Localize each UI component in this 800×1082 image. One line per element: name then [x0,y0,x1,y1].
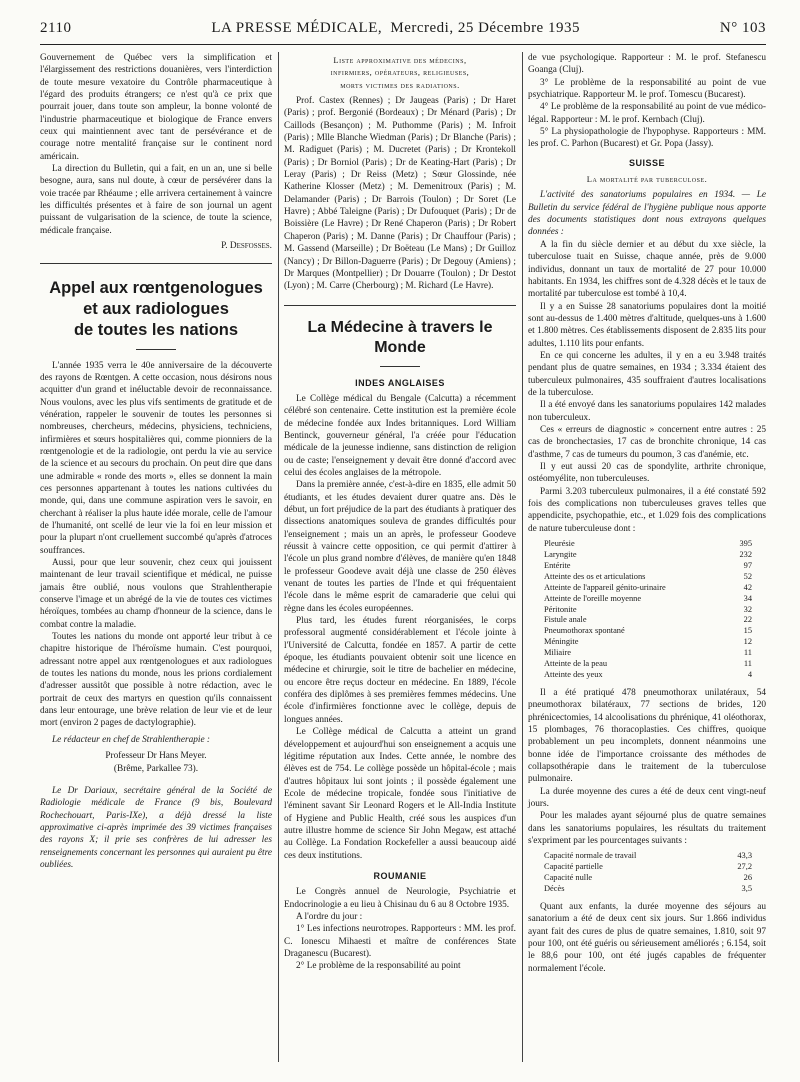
issue-date: Mercredi, 25 Décembre 1935 [390,20,580,36]
table-row [528,605,766,616]
paragraph: 5° La physiopathologie de l'hypophyse. Rapporteurs : MM. les prof. C. Parhon (Bucarest) et Gr. Popa (Jassy). [528,127,766,150]
row-label: Atteinte de la peau [544,659,608,669]
paragraph: La durée moyenne des cures a été de deux cent vingt-neuf jours. [528,786,766,809]
paragraph: La direction du Bulletin, qui a fait, en un an, une si belle besogne, aura, sans nul doute, à cœur de persévérer dans la voie tracée par Rhéaume ; elle arrivera certainement à vaincre les difficultés présentes et à faire de son journal un agent puissant de vulgarisation de la science, de toute la science, médicale française. [40,164,272,236]
table-row [528,561,766,572]
row-label: Méningite [544,637,579,647]
row-label: Pleurésie [544,539,575,549]
paragraph: Le Collège médical du Bengale (Calcutta) a récemment célébré son centenaire. Cette institution est la première école de médecine fondée aux Indes britanniques. Lord William Bentinck, gouverneur général, l'a créée pour l'éducation médicale de la jeunesse indienne, sans distinction de religion ou de caste; l'enseignement y devait être donné d'accord avec celui des écoles anglaises de la métropole. [284,393,516,478]
paragraph: Il a été envoyé dans les sanatoriums populaires 142 malades non tuberculeux. [528,400,766,423]
list-title-line: Liste approximative des médecins, [333,55,467,65]
editor-name: Professeur Dr Hans Meyer. [105,751,207,762]
table-row [528,884,766,895]
row-value: 232 [739,549,752,559]
paragraph: Gouvernement de Québec vers la simplification et l'élargissement des restrictions douanières, vers l'interdiction de toute mesure vexatoire du Contrôle pharmaceutique à l'égard des produits étrangers; ce n'est qu'à ce prix que pourrait jouer, dans toute son ampleur, la bonne volonté de l'industrie pharmaceutique et biologique de France envers ceux qui maintiennent avec tant de persévérance et de courage notre mentalité française sur le continent nord américain. [40,53,272,162]
complications-table [528,539,766,681]
table-row [528,648,766,659]
paragraph: Quant aux enfants, la durée moyenne des séjours au sanatorium a été de deux cent six jours. Sur 1.866 individus ayant fait des cures de plus de quatre semaines, 1.810, soit 97 pour 100, ont été guéris ou sérieusement améliorés ; 6.154, soit le 88,6 pour 100, ont été jugés capables de fréquenter normalement l'école. [528,901,766,974]
row-label: Miliaire [544,648,571,658]
table-row [528,539,766,550]
paragraph: A la fin du siècle dernier et au début du xxe siècle, la tuberculose tuait en Suisse, chaque année, près de 9.000 individus, donnant un taux de mortalité de 27 pour 10.000 habitants. En 1934, les chiffres sont de 4.328 décès et le taux de mortalité par tuberculose est tombé à 10,4. [528,239,766,300]
table-row [528,659,766,670]
row-label: Laryngite [544,549,577,559]
row-value: 26 [743,873,752,883]
row-value: 11 [743,648,752,658]
title-rule [380,366,420,367]
paragraph: En ce qui concerne les adultes, il y en a eu 3.948 traités pendant plus de quatre semaines, en 1934 ; 3.334 étaient des tuberculeux pulmonaires, 435 souffraient d'autres localisations de la tuberculose. [528,350,766,398]
paragraph: Il y eut aussi 20 cas de spondylite, arthrite chronique, ostéomyélite, non tuberculeuses. [528,462,766,485]
table-row [528,670,766,681]
issue-number: N° 103 [719,20,766,36]
list-title-line: infirmiers, opérateurs, religieuses, [330,67,470,78]
row-value: 4 [747,669,752,679]
column-divider [278,52,279,1062]
row-label: Décès [544,884,565,894]
paragraph: de vue psychologique. Rapporteur : M. le prof. Stefanescu Goanga (Cluj). [528,53,766,76]
paragraph: Il a été pratiqué 478 pneumothorax unilatéraux, 54 pneumothorax bilatéraux, 77 sections de brides, 120 phrénicectomies, 14 alcoolisations du phrénique, 41 oléothorax, 15 plombages, 76 thoracoplasties. Ces chiffres, quoique probablement un peu incomplets, donnent néanmoins une bonne idée de l'importance croissante des méthodes de collapsothérapie dans le traitement de la tuberculose pulmonaire. [528,687,766,785]
paragraph: 1° Les infections neurotropes. Rapporteurs : MM. les prof. C. Ionescu Mihaesti et maître de conférences State Draganescu (Bucarest). [284,924,516,959]
column-right [528,52,766,975]
section-rule [284,305,516,306]
row-label: Capacité nulle [544,873,593,883]
column-middle [284,52,516,973]
row-label: Péritonite [544,604,577,614]
section-title: La Médecine à travers le Monde [307,318,493,356]
table-row [528,615,766,626]
paragraph: 2° Le problème de la responsabilité au point [296,961,461,972]
paragraph: Toutes les nations du monde ont apporté leur tribut à ce chapitre historique de l'héroïsme humain. C'est pourquoi, adressant notre appel aux rœntgenologues et aux radiologues de toutes les nations du monde, nous les prions cordialement d'adresser aussitôt que possible à notre rédaction, avec le portrait de ceux des martyrs en question qu'ils connaissent dans leur entourage, une brève relation de leur vie et de leur mort (environ 2 pages de dactylographie). [40,632,272,729]
table-row [528,594,766,605]
journal-masthead [209,20,582,37]
row-value: 97 [743,560,752,570]
paragraph: Aussi, pour que leur souvenir, chez ceux qui jouissent maintenant de leur travail scientifique et médical, ne puisse jamais être oublié, nous voulons que Strahlentherapie conserve l'image et un abrégé de la vie de toutes ces victimes héroïques, tombées au champ d'honneur de la science, dans le combat contre la maladie. [40,558,272,630]
capacity-table [528,851,766,895]
subsection-title: La mortalité par tuberculose. [586,174,708,185]
table-row [528,851,766,862]
row-label: Pneumothorax spontané [544,626,625,636]
row-value: 27,2 [737,862,752,872]
row-value: 43,3 [737,851,752,861]
paragraph: Dans la première année, c'est-à-dire en 1835, elle admit 50 étudiants, et les études devaient durer quatre ans. Dès le début, un fort préjudice de la part des étudiants à pratiquer des dissections anatomiques souleva de grandes difficultés pour l'enseignement ; mais un an après, le professeur Goodeve réussit à vaincre cette opposition, ce qui permit d'attirer à l'école un plus grand nombre d'élèves, de manière qu'en 1848 le professeur Goodeve avait déjà une classe de 250 élèves venant de toutes les parties de l'Inde et qui fréquentaient l'école dans le même esprit de camaraderie que celui qui règne dans les écoles européennes. [284,480,516,614]
paragraph: Plus tard, les études furent réorganisées, le corps professoral augmenté considérablement et l'école jointe à l'Université de Calcutta, fondée en 1857. A partir de cette époque, les étudiants pouvaient obtenir soit une licence en médecine et chirurgie, soit le titre de bachelier en médecine, ou encore être reçus docteur en médecine. En 1889, l'école conféra des diplômes à ses premières femmes médecins. Une école d'infirmières fonctionne avec le collège, depuis de longues années. [284,616,516,725]
paragraph: Ces « erreurs de diagnostic » concernent entre autres : 25 cas de bronchectasies, 17 cas de bronchite chronique, 14 cas d'asthme, 7 cas de tumeurs du poumon, 3 cas d'anémie, etc. [528,424,766,460]
paragraph: L'année 1935 verra le 40e anniversaire de la découverte des rayons de Rœntgen. A cette occasion, nous désirons nous acquitter d'un grand et inéluctable devoir de reconnaissance. Nous voulons, avec les plus vifs sentiments de gratitude et de vénération, rappeler le souvenir de toutes les personnes si nombreuses, chercheurs, médecins, physiciens, techniciens, infirmières et sœurs hospitalières qui, comme pionniers de la rœntgenologie et de la radiologie, ont perdu la vie au service de la science et au secours du prochain. On peut dire que dans une admirable « ronde des morts », elles se donnent la main ces personnes appartenant à toutes les nations cultivées du monde, qui, dans une commune aspiration vers le savoir, en cherchant à réaliser la plus haute idée morale, celle de l'amour de l'humanité, ont scellé de leur vie la foi en leur mission et pour la plupart n'ont cruellement succombé qu'après d'atroces souffrances. [40,360,272,556]
paragraph: Il y a en Suisse 28 sanatoriums populaires dont la moitié sont au-dessus de 1.400 mètres d'altitude, quelques-uns à 1.600 et 1.800 mètres. Ces établissements disposent de 2.835 lits pour adultes, 1.110 lits pour enfants. [528,301,766,349]
row-value: 22 [743,615,752,625]
row-value: 34 [743,593,752,603]
paragraph: L'activité des sanatoriums populaires en 1934. — Le Bulletin du service fédéral de l'hygiène publique nous apporte des documents statistiques dont nous extrayons quelques données : [528,190,766,238]
row-value: 11 [743,659,752,669]
list-title-line: morts victimes des radiations. [340,79,460,90]
paragraph: Le Congrès annuel de Neurologie, Psychiatrie et Endocrinologie a eu lieu à Chisinau du 6 au 8 Octobre 1935. [284,887,516,910]
row-label: Atteinte des yeux [544,669,603,679]
page-header [40,20,766,42]
dariaux-note: Le Dr Dariaux, secrétaire général de la Société de Radiologie médicale de France (9 bis, Boulevard Rochechouart, Paris-IXe), a déjà dressé la liste approximative ci-après imprimée des 39 victimes françaises des rayons X; il prie ses confrères de lui adresser les renseignements concernant les personnes qui auraient pu être oubliées. [40,785,272,870]
column-left [40,52,272,871]
article-title [40,278,272,341]
title-line: Appel aux rœntgenologues [49,278,263,297]
country-header: ROUMANIE [373,870,427,881]
row-label: Fistule anale [544,615,587,625]
table-row [528,637,766,648]
row-value: 395 [739,539,752,549]
country-header: SUISSE [628,157,665,168]
table-row [528,862,766,873]
row-label: Atteinte des os et articulations [544,571,646,581]
paragraph: Parmi 3.203 tuberculeux pulmonaires, il a été constaté 592 fois des complications non tuberculeuses graves telles que appendicite, psychopathie, etc., et 1.029 fois des complications de nature tuberculeuse dont : [528,486,766,534]
section-rule [40,263,272,264]
editor-line: Le rédacteur en chef de Strahlentherapie : [52,734,211,745]
table-row [528,572,766,583]
row-value: 3,5 [741,884,752,894]
header-rule [40,44,766,45]
journal-title: LA PRESSE MÉDICALE, [211,20,383,36]
editor-address: (Brême, Parkallee 73). [113,763,199,774]
list-title [284,54,516,91]
page-number: 2110 [40,20,72,36]
table-row [528,550,766,561]
row-value: 52 [743,571,752,581]
row-value: 15 [743,626,752,636]
victims-list: Prof. Castex (Rennes) ; Dr Jaugeas (Paris) ; Dr Haret (Paris) ; prof. Bergonié (Bordeaux) ; Dr Ménard (Paris) ; Dr Caillods (Besançon) ; M. Puthomme (Paris) ; M. Infroit (Paris) ; Mlle Blanche Wiedman (Paris) ; Dr Blanche (Paris) ; M. Radiguet (Paris) ; M. Ducretet (Paris) ; Dr Krontekoll (Paris) ; Dr Borniol (Paris) ; Dr de Keating-Hart (Paris) ; Dr Leray (Paris) ; Dr Reiss (Metz) ; Sœur Glossinde, née Katherine Klosser (Metz) ; M. Demenitroux (Paris) ; M. Delamander (Paris) ; Dr Barrois (Toulon) ; Dr Soret (Le Havre) ; Abbé Taleigne (Paris) ; Dr Dufouquet (Paris) ; Dr de Boissière (Le Havre) ; Dr René Chaperon (Paris) ; Dr Robert Chaperon (Paris) ; M. Danne (Paris) ; Dr Chauffour (Paris) ; M. Gassend (Marseille) ; Dr Boëteau (Le Mans) ; Dr Guilloz (Nancy) ; Dr Billon-Daguerre (Paris) ; Dr Degouy (Amiens) ; Dr Marques (Montpellier) ; Dr Douarre (Toulon) ; Dr Destot (Lyon) ; M. Carre (Cherbourg) ; M. Richard (Le Havre). [284,96,516,292]
column-divider [522,52,523,1062]
title-line: de toutes les nations [73,320,239,339]
title-rule [136,349,176,350]
row-label: Atteinte de l'appareil génito-urinaire [544,582,666,592]
paragraph: Le Collège médical de Calcutta a atteint un grand développement et aujourd'hui son enseignement a acquis une légitime réputation aux Indes. Cette année, le nombre des élèves est de 754. Le collège possède un hôpital-école ; mais d'autres hôpitaux lui sont joints ; il possède également une Ecole de médecine tropicale, fondée sous l'initiative de l'éminent savant Sir Leonard Rogers et le All-India Institute of Hygiene and Public Health, créé sous les auspices d'un autre illustre homme de science Sir John Megaw, est attaché au Collège. La Fondation Rockefeller a aussi beaucoup aidé ces deux institutions. [284,727,516,861]
row-label: Capacité normale de travail [544,851,637,861]
table-row [528,873,766,884]
paragraph: 3° Le problème de la responsabilité au point de vue psychiatrique. Rapporteur M. le prof. Tomescu (Bucarest). [528,77,766,101]
row-value: 12 [743,637,752,647]
row-value: 32 [743,604,752,614]
paragraph: A l'ordre du jour : [296,911,363,922]
country-header: INDES ANGLAISES [355,377,445,388]
title-line: et aux radiologues [83,299,229,318]
paragraph: 4° Le problème de la responsabilité au point de vue médico-légal. Rapporteur : M. le prof. Kernbach (Cluj). [528,102,766,125]
row-label: Entérite [544,560,571,570]
row-label: Atteinte de l'oreille moyenne [544,593,642,603]
table-row [528,583,766,594]
row-label: Capacité partielle [544,862,603,872]
author-signature: P. Desfosses. [221,241,272,252]
paragraph: Pour les malades ayant séjourné plus de quatre semaines dans les sanatoriums populaires, les résultats du traitement s'expriment par les pourcentages suivants : [528,811,766,846]
table-row [528,626,766,637]
row-value: 42 [743,582,752,592]
